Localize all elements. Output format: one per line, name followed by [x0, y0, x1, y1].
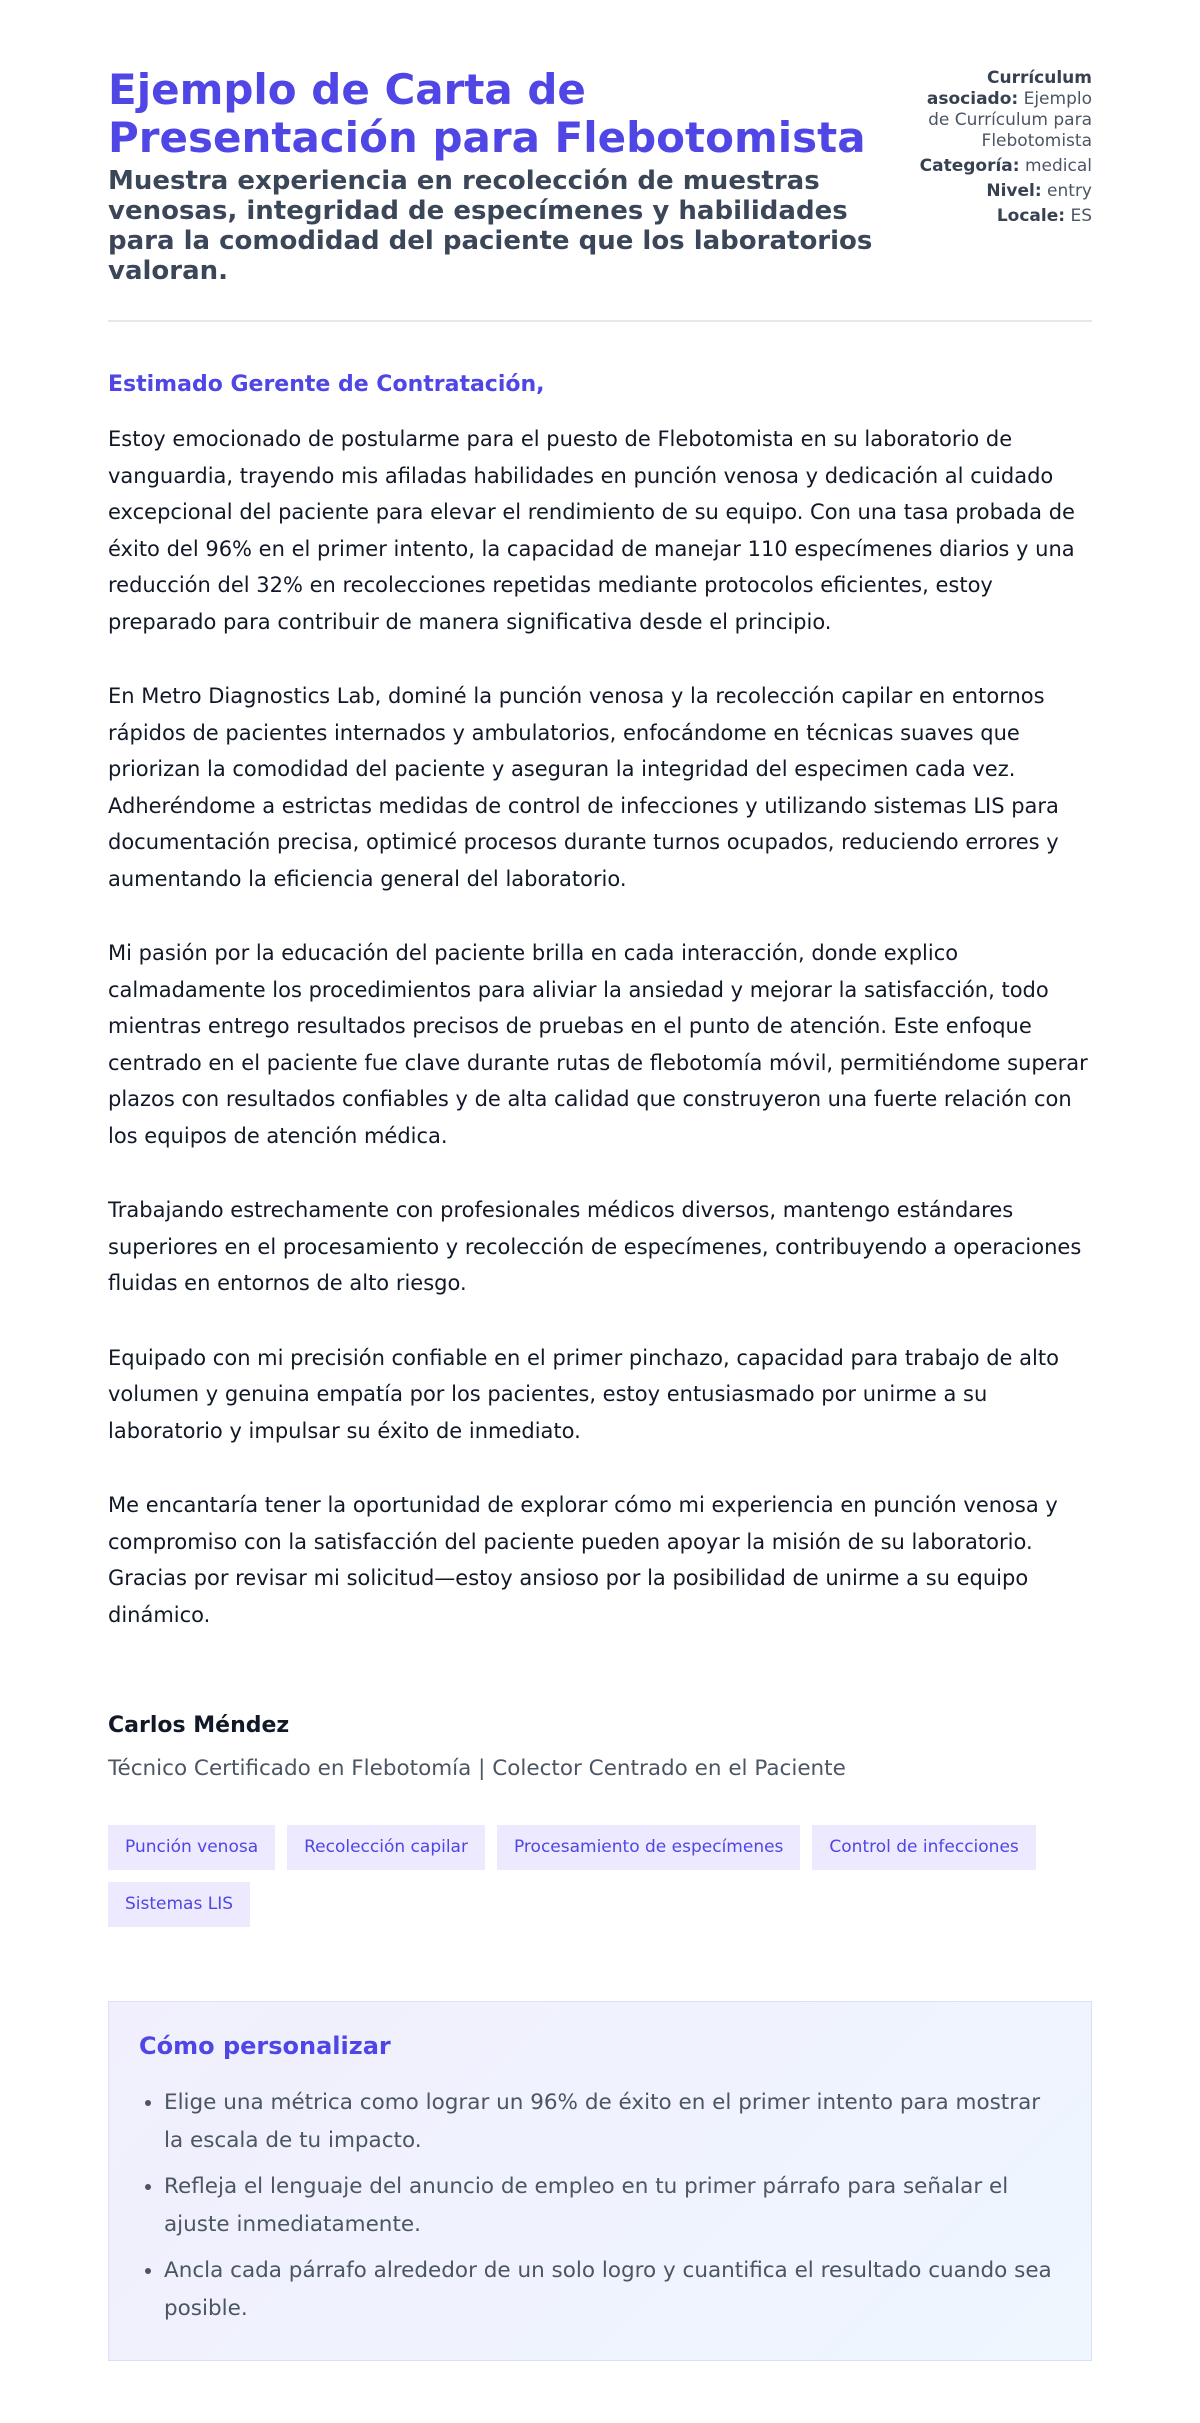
customization-tips-box — [108, 2001, 1092, 2361]
meta-level — [912, 181, 1092, 202]
letter-paragraph: Me encantaría tener la oportunidad de explorar cómo mi experiencia en punción venosa y compromiso con la satisfacción del paciente pueden apoyar la misión de su laboratorio. Gracias por revisar mi solicitud—estoy ansioso por la posibilidad de unirme a su equipo dinámico. — [108, 1493, 1058, 1627]
skill-tag: Procesamiento de especímenes — [497, 1825, 800, 1870]
meta-level-label: Nivel: — [986, 181, 1042, 201]
tip-item: • Elige una métrica como lograr un 96% de éxito en el primer intento para mostrar la escala de tu impacto. — [164, 2084, 1061, 2160]
skill-tag: Punción venosa — [108, 1825, 275, 1870]
meta-category — [912, 156, 1092, 177]
meta-category-value: medical — [1024, 156, 1092, 176]
page-title: Ejemplo de Carta de Presentación para Flebotomista — [108, 65, 866, 162]
page-header — [108, 66, 1092, 286]
tips-title: Cómo personalizar — [139, 2032, 391, 2060]
header-divider — [108, 320, 1092, 322]
meta-resume-value: Ejemplo de Currículum para Flebotomista — [928, 89, 1092, 151]
meta-locale — [912, 206, 1092, 227]
meta-category-label: Categoría: — [919, 156, 1020, 176]
meta-level-value: entry — [1047, 181, 1092, 201]
page-subtitle: Muestra experiencia en recolección de muestras venosas, integridad de especímenes y habilidades para la comodidad del paciente que los laboratorios valoran. — [108, 166, 873, 286]
skill-tag: Recolección capilar — [287, 1825, 485, 1870]
letter-paragraph: Mi pasión por la educación del paciente brilla en cada interacción, donde explico calmadamente los procedimientos para aliviar la ansiedad y mejorar la satisfacción, todo mientras entrego resultados precisos de pruebas en el punto de atención. Este enfoque centrado en el paciente fue clave durante rutas de flebotomía móvil, permitiéndome superar plazos con resultados confiables y de alta calidad que construyeron una fuerte relación con los equipos de atención médica. — [108, 941, 1088, 1148]
meta-resume — [912, 68, 1092, 152]
signature-name: Carlos Méndez — [108, 1713, 290, 1738]
tip-item: • Refleja el lenguaje del anuncio de empleo en tu primer párrafo para señalar el ajuste inmediatamente. — [164, 2168, 1061, 2244]
skill-tag: Control de infecciones — [812, 1825, 1035, 1870]
letter-paragraph: Equipado con mi precisión confiable en el primer pinchazo, capacidad para trabajo de alto volumen y genuina empatía por los pacientes, estoy entusiasmado por unirme a su laboratorio y impulsar su éxito de inmediato. — [108, 1345, 1059, 1443]
cover-letter-page — [108, 0, 1092, 2361]
meta-panel — [912, 66, 1092, 231]
meta-locale-label: Locale: — [996, 206, 1066, 226]
skill-tag: Sistemas LIS — [108, 1882, 250, 1927]
meta-resume-label: Currículum asociado: — [926, 68, 1092, 109]
salutation: Estimado Gerente de Contratación, — [108, 372, 545, 397]
header-text — [108, 66, 908, 286]
letter-paragraph: Estoy emocionado de postularme para el puesto de Flebotomista en su laboratorio de vanguardia, trayendo mis afiladas habilidades en punción venosa y dedicación al cuidado excepcional del paciente para elevar el rendimiento de su equipo. Con una tasa probada de éxito del 96% en el primer intento, la capacidad de manejar 110 especímenes diarios y una reducción del 32% en recolecciones repetidas mediante protocolos eficientes, estoy preparado para contribuir de manera significativa desde el principio. — [108, 427, 1075, 634]
letter-paragraph: En Metro Diagnostics Lab, dominé la punción venosa y la recolección capilar en entornos rápidos de pacientes internados y ambulatorios, enfocándome en técnicas suaves que priorizan la comodidad del paciente y aseguran la integridad del especimen cada vez. Adheréndome a estrictas medidas de control de infecciones y utilizando sistemas LIS para documentación precisa, optimicé procesos durante turnos ocupados, reduciendo errores y aumentando la eficiencia general del laboratorio. — [108, 684, 1059, 891]
tip-item: • Ancla cada párrafo alrededor de un solo logro y cuantifica el resultado cuando sea posible. — [164, 2252, 1061, 2328]
letter-paragraph: Trabajando estrechamente con profesionales médicos diversos, mantengo estándares superiores en el procesamiento y recolección de especímenes, contribuyendo a operaciones fluidas en entornos de alto riesgo. — [108, 1198, 1082, 1295]
meta-locale-value: ES — [1070, 206, 1092, 226]
letter-body — [108, 421, 1092, 1633]
tips-list — [139, 2084, 1061, 2328]
skill-tags — [108, 1825, 1098, 1927]
signature-title: Técnico Certificado en Flebotomía | Colector Centrado en el Paciente — [108, 1756, 846, 1781]
